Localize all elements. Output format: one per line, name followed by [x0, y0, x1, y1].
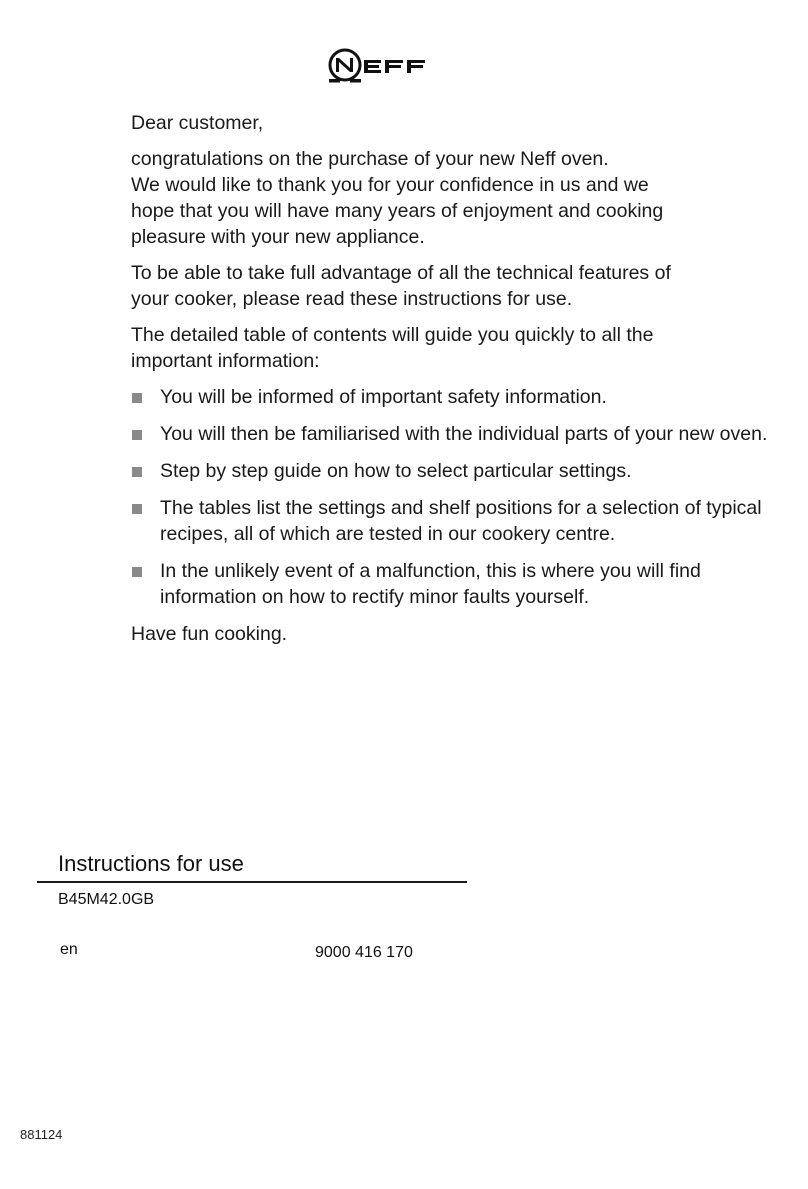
print-code: 881124 — [20, 1127, 63, 1142]
paragraph-congratulations: congratulations on the purchase of your new Neff oven. We would like to thank you for your confidence in us and we hope that you will have many years of enjoyment and cooking pleasure with your new appliance. — [131, 148, 664, 248]
letter-body — [131, 110, 801, 657]
language-code: en — [60, 941, 78, 958]
salutation: Dear customer, — [131, 112, 264, 134]
list-item-text: You will then be familiarised with the individual parts of your new oven. — [160, 423, 768, 445]
document-title: Instructions for use — [58, 851, 244, 876]
list-item-text: In the unlikely event of a malfunction, this is where you will find information on how to rectify minor faults yourself. — [160, 560, 701, 608]
square-bullet-icon — [132, 430, 142, 440]
square-bullet-icon — [132, 504, 142, 514]
model-number: B45M42.0GB — [58, 891, 155, 908]
logo-text: NEFF — [326, 48, 329, 49]
list-item — [131, 495, 801, 547]
square-bullet-icon — [132, 567, 142, 577]
paragraph-table-of-contents: The detailed table of contents will guide you quickly to all the important information: — [131, 324, 654, 372]
info-bullet-list — [131, 384, 801, 610]
list-item-text: You will be informed of important safety information. — [160, 386, 607, 408]
list-item-text: Step by step guide on how to select particular settings. — [160, 460, 632, 482]
list-item — [131, 458, 801, 484]
square-bullet-icon — [132, 467, 142, 477]
list-item — [131, 421, 801, 447]
neff-logo — [326, 48, 456, 88]
document-number: 9000 416 170 — [315, 944, 413, 961]
list-item — [131, 558, 801, 610]
paragraph-technical-features: To be able to take full advantage of all the technical features of your cooker, please read these instructions for use. — [131, 262, 671, 310]
square-bullet-icon — [132, 393, 142, 403]
list-item-text: The tables list the settings and shelf positions for a selection of typical recipes, all of which are tested in our cookery centre. — [160, 497, 762, 545]
footer-divider — [37, 881, 467, 883]
closing-line: Have fun cooking. — [131, 623, 288, 645]
list-item — [131, 384, 801, 410]
